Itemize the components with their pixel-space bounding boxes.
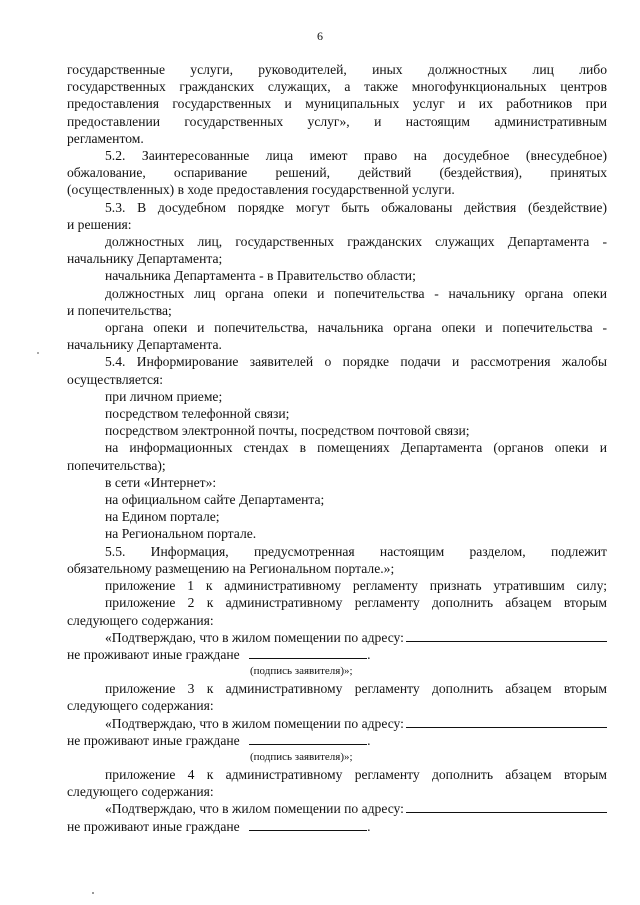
text-line: обжалование, оспаривание решений, действий (бездействия), принятых — [67, 165, 607, 181]
appendix-4-block — [67, 766, 607, 835]
appendix-3-intro-cont: следующего содержания: — [67, 698, 214, 714]
appendix-3-block — [67, 680, 607, 766]
text-line: попечительства); — [67, 457, 166, 473]
text-line: органа опеки и попечительства, начальника органа опеки и попечительства - — [105, 320, 607, 336]
text-line: государственные услуги, руководителей, иных должностных лиц либо — [67, 62, 607, 77]
residents-blank-line — [249, 646, 367, 659]
scan-speck — [37, 352, 39, 354]
text-line: посредством телефонной связи; — [105, 406, 290, 422]
text-line: при личном приеме; — [105, 388, 223, 404]
no-residents-text: не проживают иные граждане — [67, 646, 240, 662]
address-confirm-line — [67, 629, 607, 646]
text-line: 5.5. Информация, предусмотренная настоящим разделом, подлежит — [105, 543, 607, 559]
line-end: . — [367, 732, 371, 748]
scan-speck — [92, 892, 94, 894]
text-line: регламентом. — [67, 130, 144, 146]
text-line: 5.3. В досудебном порядке могут быть обжалованы действия (бездействие) — [105, 199, 607, 215]
text-line: приложение 2 к административному регламенту дополнить абзацем вторым — [105, 595, 607, 611]
text-line: и решения: — [67, 216, 132, 232]
text-line: на информационных стендах в помещениях Департамента (органов опеки и — [105, 440, 607, 456]
address-blank-line — [406, 800, 607, 813]
no-residents-text: не проживают иные граждане — [67, 732, 240, 748]
appendix-4-intro-cont: следующего содержания: — [67, 784, 214, 800]
address-blank-line — [406, 629, 607, 642]
confirm-text: «Подтверждаю, что в жилом помещении по адресу: — [105, 629, 404, 645]
line-end: . — [367, 646, 371, 662]
text-line: начальнику Департамента; — [67, 251, 223, 267]
text-line: обязательному размещению на Региональном портале.»; — [67, 560, 395, 576]
text-line: 5.4. Информирование заявителей о порядке подачи и рассмотрения жалобы — [105, 354, 607, 370]
address-confirm-line — [67, 800, 607, 817]
text-line: государственных гражданских служащих, а также многофункциональных центров — [67, 79, 607, 95]
residents-blank-line — [249, 732, 367, 745]
text-line: приложение 1 к административному регламенту признать утратившим силу; — [105, 578, 607, 594]
text-line: на Региональном портале. — [105, 526, 257, 542]
confirm-text: «Подтверждаю, что в жилом помещении по адресу: — [105, 801, 404, 817]
page-number: 6 — [317, 29, 323, 43]
text-line: предоставления государственных и муниципальных услуг и их работников при — [67, 96, 607, 112]
appendix-2-block — [67, 629, 607, 680]
paragraph-list — [67, 61, 607, 629]
text-line: на официальном сайте Департамента; — [105, 492, 325, 508]
text-line: и попечительства; — [67, 302, 172, 318]
address-confirm-line — [67, 715, 607, 732]
appendix-4-intro: приложение 4 к административному регламенту дополнить абзацем вторым — [105, 766, 607, 782]
document-body — [67, 61, 607, 835]
text-line: предоставлении государственных услуг», и настоящим административным — [67, 113, 607, 129]
text-line: начальнику Департамента. — [67, 337, 222, 353]
residents-blank-line — [249, 818, 367, 831]
no-residents-line — [67, 818, 607, 835]
signature-caption: (подпись заявителя)»; — [250, 665, 353, 678]
no-residents-text: не проживают иные граждане — [67, 818, 240, 834]
text-line: на Едином портале; — [105, 509, 220, 525]
text-line: следующего содержания: — [67, 612, 214, 628]
no-residents-line — [67, 646, 607, 663]
line-end: . — [367, 818, 371, 834]
text-line: в сети «Интернет»: — [105, 474, 217, 490]
text-line: посредством электронной почты, посредством почтовой связи; — [105, 423, 470, 439]
appendix-3-intro: приложение 3 к административному регламенту дополнить абзацем вторым — [105, 681, 607, 697]
no-residents-line — [67, 732, 607, 749]
signature-caption: (подпись заявителя)»; — [250, 750, 353, 763]
text-line: должностных лиц, государственных гражданских служащих Департамента - — [105, 234, 607, 250]
address-blank-line — [406, 715, 607, 728]
text-line: осуществляется: — [67, 371, 164, 387]
text-line: 5.2. Заинтересованные лица имеют право на досудебное (внесудебное) — [105, 148, 607, 164]
text-line: (осуществленных) в ходе предоставления государственной услуги. — [67, 182, 455, 198]
text-line: должностных лиц органа опеки и попечительства - начальнику органа опеки — [105, 285, 607, 301]
confirm-text: «Подтверждаю, что в жилом помещении по адресу: — [105, 715, 404, 731]
text-line: начальника Департамента - в Правительство области; — [105, 268, 416, 284]
